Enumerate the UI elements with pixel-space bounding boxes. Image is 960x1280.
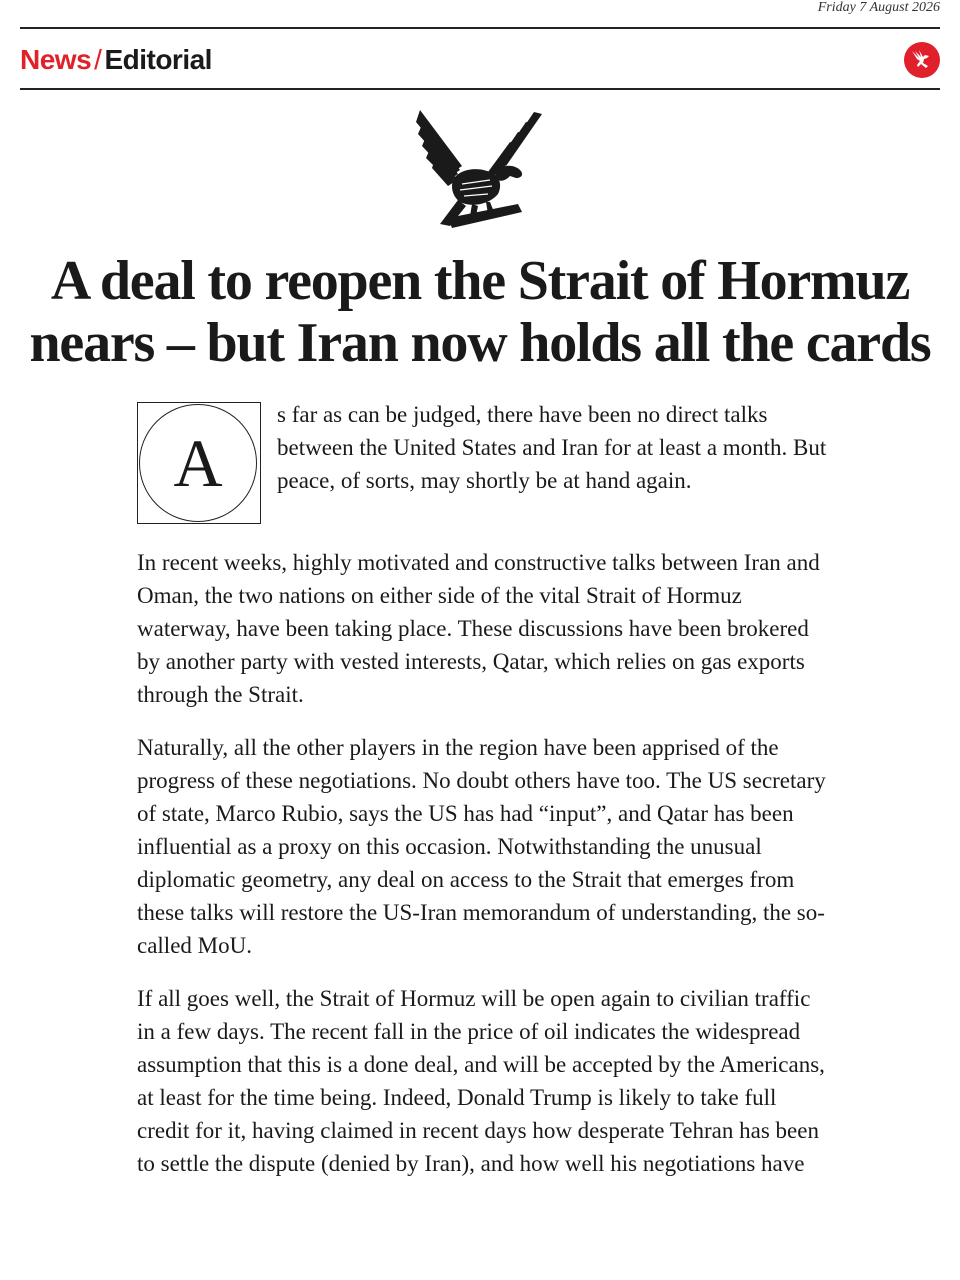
eagle-icon: [410, 108, 550, 238]
section-link-news[interactable]: News: [20, 44, 92, 75]
headline-line-1: A deal to reopen the Strait of Hormuz: [50, 250, 910, 312]
lede-block: [137, 398, 827, 524]
lede-paragraph: s far as can be judged, there have been no direct talks between the United States and Iran for at least a month. But peace, of sorts, may shortly be at hand again.: [277, 402, 827, 493]
article-body: [137, 398, 827, 1200]
article-paragraph: Naturally, all the other players in the region have been apprised of the progress of these negotiations. No doubt others have too. The US secretary of state, Marco Rubio, says the US has had “input”, and Qatar has been influential as a proxy on this occasion. Notwithstanding the unusual diplomatic geometry, any deal on access to the Strait that emerges from these talks will restore the US-Iran memorandum of understanding, the so-called MoU.: [137, 735, 826, 958]
header-divider: [20, 88, 940, 90]
eagle-icon: [909, 47, 935, 73]
headline: [0, 250, 960, 374]
drop-cap: A: [139, 404, 257, 522]
drop-cap-frame: [137, 402, 261, 524]
section-link-editorial[interactable]: Editorial: [104, 44, 212, 75]
section-breadcrumb: [20, 40, 212, 80]
brand-logo-button[interactable]: [904, 42, 940, 78]
dateline: Friday 7 August 2026: [817, 0, 940, 15]
headline-line-2: nears – but Iran now holds all the cards: [29, 312, 931, 374]
article-paragraph: In recent weeks, highly motivated and constructive talks between Iran and Oman, the two nations on either side of the vital Strait of Hormuz waterway, have been taking place. These discussions have been brokered by another party with vested interests, Qatar, which relies on gas exports through the Strait.: [137, 550, 820, 707]
breadcrumb-separator: /: [94, 44, 102, 75]
top-divider: [20, 27, 940, 29]
article-paragraph: If all goes well, the Strait of Hormuz will be open again to civilian traffic in a few days. The recent fall in the price of oil indicates the widespread assumption that this is a done deal, and will be accepted by the Americans, at least for the time being. Indeed, Donald Trump is likely to take full credit for it, having claimed in recent days how desperate Tehran has been to settle the dispute (denied by Iran), and how well his negotiations have: [137, 986, 825, 1176]
